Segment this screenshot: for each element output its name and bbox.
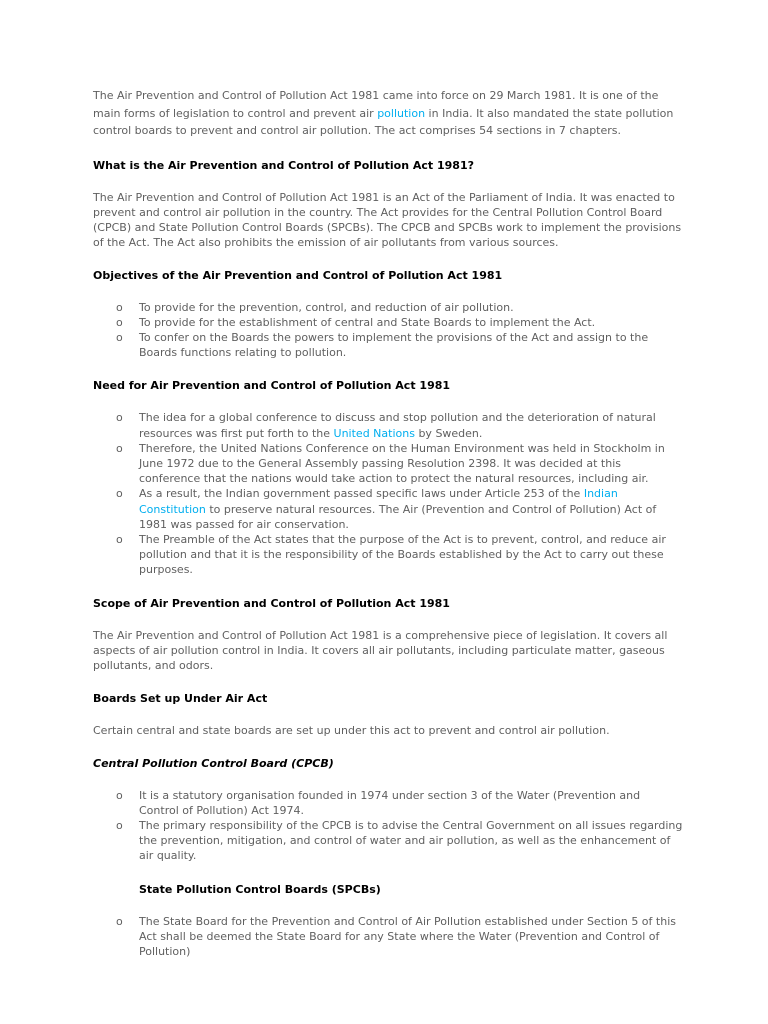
bullet-marker: o [116, 818, 123, 832]
list-item-text: The Preamble of the Act states that the purpose of the Act is to prevent, control, and reduce air pollution and that it is the responsibility of the Boards established by the Act to carry out these purposes. [139, 532, 666, 577]
list-item [93, 441, 683, 487]
intro-paragraph [93, 87, 683, 140]
cpcb-list [93, 788, 683, 864]
boards-paragraph: Certain central and state boards are set up under this act to prevent and control air pollution. [93, 723, 610, 737]
bullet-marker: o [116, 532, 123, 546]
list-item [93, 914, 683, 960]
list-item-text: The State Board for the Prevention and Control of Air Pollution established under Section 5 of this Act shall be deemed the State Board for any State where the Water (Prevention and Control of Pollution) [139, 914, 676, 958]
document-page [93, 87, 683, 959]
list-item-text: To provide for the establishment of central and State Boards to implement the Act. [139, 315, 596, 329]
scope-heading: Scope of Air Prevention and Control of Pollution Act 1981 [93, 596, 450, 610]
objectives-heading: Objectives of the Air Prevention and Control of Pollution Act 1981 [93, 268, 503, 282]
intro-text-end: in India. It also mandated the state pollution control boards to prevent and control air pollution. The act comprises 54 sections in 7 chapters. [93, 106, 674, 137]
list-item-text: Therefore, the United Nations Conference on the Human Environment was held in Stockholm in June 1972 due to the General Assembly passing Resolution 2398. It was decided at this conference that the nations would take action to protect the natural resources, including air. [139, 441, 665, 486]
what-is-act-paragraph: The Air Prevention and Control of Pollution Act 1981 is an Act of the Parliament of India. It was enacted to prevent and control air pollution in the country. The Act provides for the Central Pollution Control Board (CPCB) and State Pollution Control Boards (SPCBs). The CPCB and SPCBs work to implement the provisions of the Act. The Act also prohibits the emission of air pollutants from various sources. [93, 190, 682, 249]
list-item [93, 532, 683, 578]
list-item [93, 315, 683, 330]
list-item-text: to preserve natural resources. The Air (Prevention and Control of Pollution) Act of 1981 was passed for air conservation. [139, 502, 657, 531]
indian-constitution-link[interactable]: Indian Constitution [139, 487, 618, 516]
list-item [93, 486, 683, 532]
bullet-marker: o [116, 300, 123, 314]
pollution-link[interactable]: pollution [377, 106, 426, 120]
list-item [93, 818, 683, 864]
objectives-list [93, 300, 683, 361]
list-item [93, 788, 683, 818]
boards-heading: Boards Set up Under Air Act [93, 691, 268, 705]
list-item-text: by Sweden. [414, 426, 483, 440]
spcb-heading: State Pollution Control Boards (SPCBs) [139, 882, 381, 896]
bullet-marker: o [116, 914, 123, 928]
list-item-text: As a result, the Indian government passed specific laws under Article 253 of the [139, 487, 584, 501]
need-list [93, 410, 683, 577]
bullet-marker: o [116, 487, 123, 501]
spcb-list [93, 914, 683, 960]
list-item [93, 330, 683, 360]
intro-text-start: The Air Prevention and Control of Pollution Act 1981 came into force on 29 March 1981. It is one of the main forms of legislation to control and prevent air [93, 89, 659, 120]
cpcb-heading: Central Pollution Control Board (CPCB) [93, 756, 334, 770]
bullet-marker: o [116, 315, 123, 329]
list-item [93, 410, 683, 440]
bullet-marker: o [116, 330, 123, 344]
list-item-text: To provide for the prevention, control, and reduction of air pollution. [139, 300, 514, 314]
bullet-marker: o [116, 411, 123, 425]
united-nations-link[interactable]: United Nations [333, 426, 415, 440]
list-item-text: To confer on the Boards the powers to implement the provisions of the Act and assign to the Boards functions relating to pollution. [139, 330, 649, 360]
what-is-act-heading: What is the Air Prevention and Control of Pollution Act 1981? [93, 158, 474, 172]
list-item [93, 300, 683, 315]
bullet-marker: o [116, 788, 123, 802]
list-item-text: The idea for a global conference to discuss and stop pollution and the deterioration of natural resources was first put forth to the [139, 411, 656, 440]
scope-paragraph: The Air Prevention and Control of Pollution Act 1981 is a comprehensive piece of legislation. It covers all aspects of air pollution control in India. It covers all air pollutants, including particulate matter, gaseous pollutants, and odors. [93, 628, 668, 672]
need-heading: Need for Air Prevention and Control of Pollution Act 1981 [93, 379, 451, 393]
list-item-text: The primary responsibility of the CPCB is to advise the Central Government on all issues regarding the prevention, mitigation, and control of water and air pollution, as well as the enhancement of air quality. [139, 818, 683, 863]
bullet-marker: o [116, 441, 123, 455]
list-item-text: It is a statutory organisation founded in 1974 under section 3 of the Water (Prevention and Control of Pollution) Act 1974. [139, 788, 641, 817]
